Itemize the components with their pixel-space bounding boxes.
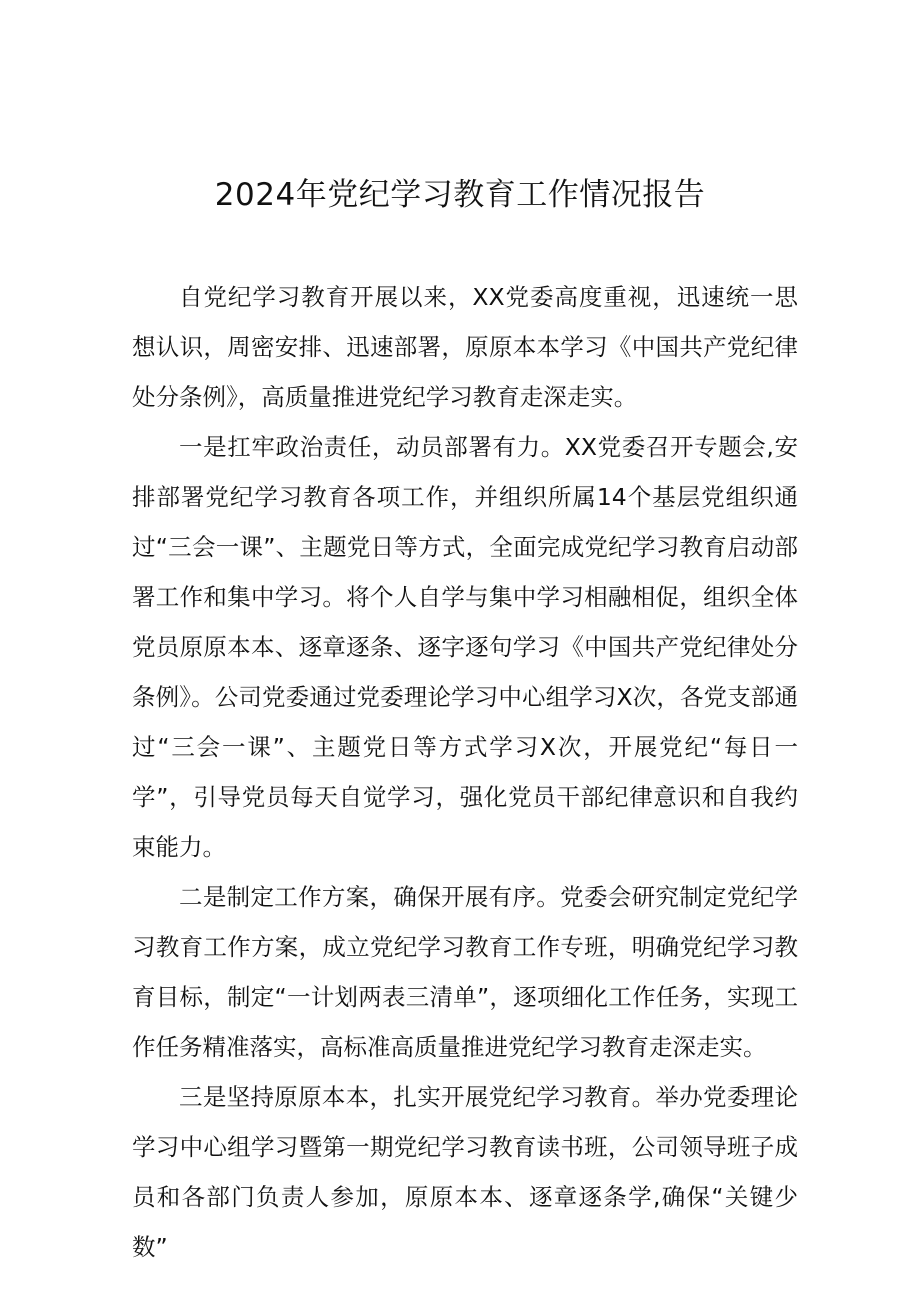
paragraph-point-two: 二是制定工作方案，确保开展有序。党委会研究制定党纪学习教育工作方案，成立党纪学习教育工作专班，明确党纪学习教育目标，制定“一计划两表三清单”，逐项细化工作任务，实现工作任务精准落实，高标准高质量推进党纪学习教育走深走实。 bbox=[132, 883, 798, 1061]
document-body bbox=[132, 272, 798, 1272]
paragraph-intro: 自党纪学习教育开展以来，XX党委高度重视，迅速统一思想认识，周密安排、迅速部署，原原本本学习《中国共产党纪律处分条例》，高质量推进党纪学习教育走深走实。 bbox=[132, 283, 798, 411]
paragraph-point-one: 一是扛牢政治责任，动员部署有力。XX党委召开专题会,安排部署党纪学习教育各项工作，并组织所属14个基层党组织通过“三会一课”、主题党日等方式，全面完成党纪学习教育启动部署工作和集中学习。将个人自学与集中学习相融相促，组织全体党员原原本本、逐章逐条、逐字逐句学习《中国共产党纪律处分条例》。公司党委通过党委理论学习中心组学习X次，各党支部通过“三会一课”、主题党日等方式学习X次，开展党纪“每日一学”，引导党员每天自觉学习，强化党员干部纪律意识和自我约束能力。 bbox=[132, 433, 798, 861]
document-title: 2024年党纪学习教育工作情况报告 bbox=[214, 177, 706, 213]
paragraph-point-three: 三是坚持原原本本，扎实开展党纪学习教育。举办党委理论学习中心组学习暨第一期党纪学习教育读书班，公司领导班子成员和各部门负责人参加，原原本本、逐章逐条学,确保“关键少数” bbox=[132, 1083, 798, 1261]
